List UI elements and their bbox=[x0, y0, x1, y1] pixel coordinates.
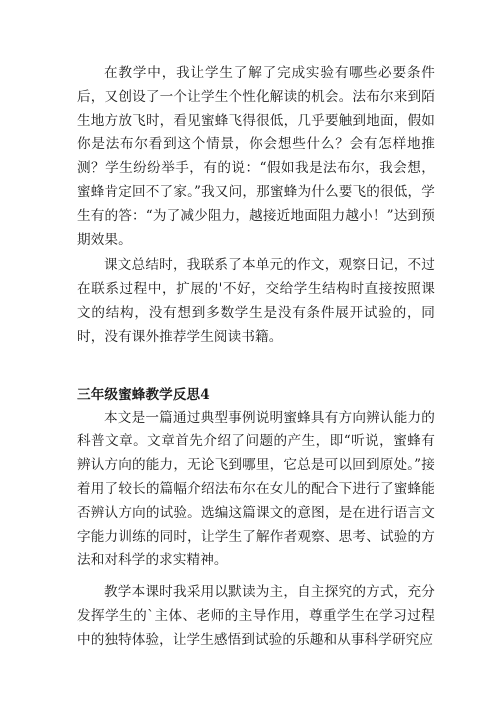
paragraph-teaching-method: 教学本课时我采用以默读为主，自主探究的方式，充分发挥学生的`主体、老师的主导作用，尊重学生在学习过程中的独特体验，让学生感悟到试验的乐趣和从事科学研究应 bbox=[77, 584, 435, 648]
paragraph-lesson-summary: 课文总结时，我联系了本单元的作文，观察日记，不过在联系过程中，扩展的'不好，交给学生结构时直接按照课文的结构，没有想到多数学生是没有条件展开试验的，同时，没有课外推荐学生阅读书籍。 bbox=[77, 257, 435, 345]
section-title: 三年级蜜蜂教学反思4 bbox=[77, 386, 210, 403]
document-page bbox=[77, 62, 435, 653]
paragraph-experiment-conditions: 在教学中，我让学生了解了完成实验有哪些必要条件后，又创设了一个让学生个性化解读的机会。法布尔来到陌生地方放飞时，看见蜜蜂飞得很低，几乎要触到地面，假如你是法布尔看到这个情景，你会想些什么？会有怎样地推测？学生纷纷举手，有的说：“假如我是法布尔，我会想，蜜蜂肯定回不了家。”我又问，那蜜蜂为什么要飞的很低，学生有的答：“为了减少阻力，越接近地面阻力越小！”达到预期效果。 bbox=[77, 65, 435, 248]
paragraph-text-overview: 本文是一篇通过典型事例说明蜜蜂具有方向辨认能力的科普文章。文章首先介绍了问题的产生，即“听说，蜜蜂有辨认方向的能力，无论飞到哪里，它总是可以回到原处。”接着用了较长的篇幅介绍法布尔在女儿的配合下进行了蜜蜂能否辨认方向的试验。选编这篇课文的意图，是在进行语言文字能力训练的同时，让学生了解作者观察、思考、试验的方法和对科学的求实精神。 bbox=[77, 409, 435, 569]
